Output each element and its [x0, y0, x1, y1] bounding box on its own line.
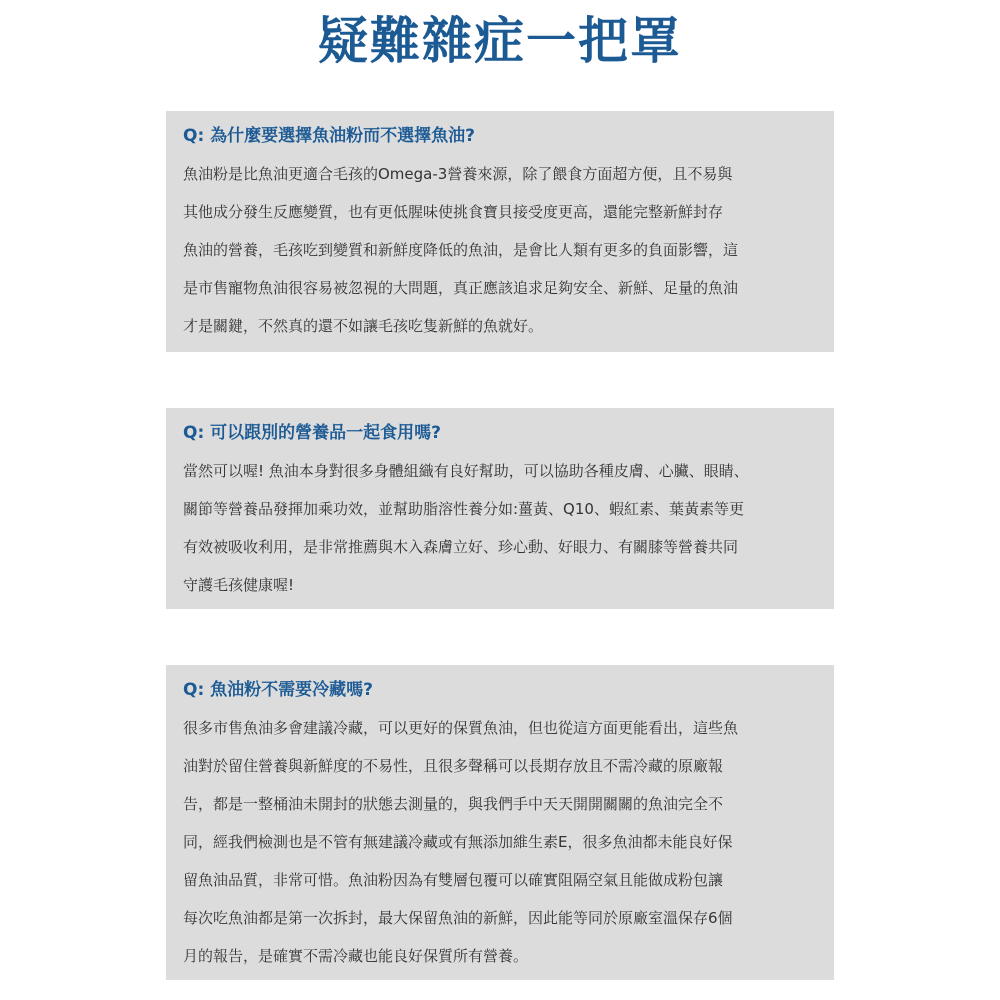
faq-answer-line: 是市售寵物魚油很容易被忽視的大問題，真正應該追求足夠安全、新鮮、足量的魚油 [183, 279, 739, 297]
faq-question: Q: 為什麼要選擇魚油粉而不選擇魚油? [183, 126, 476, 146]
faq-answer-line: 魚油的營養，毛孩吃到變質和新鮮度降低的魚油，是會比人類有更多的負面影響，這 [183, 241, 739, 259]
faq-question: Q: 魚油粉不需要冷藏嗎? [183, 680, 374, 700]
faq-answer-line: 月的報告，是確實不需冷藏也能良好保質所有營養。 [183, 947, 529, 965]
faq-card-refrigeration [166, 665, 834, 980]
faq-answer-line: 每次吃魚油都是第一次拆封，最大保留魚油的新鮮，因此能等同於原廠室溫保存6個 [183, 909, 733, 927]
faq-question: Q: 可以跟別的營養品一起食用嗎? [183, 423, 442, 443]
faq-card-combine-supplements [166, 408, 834, 609]
faq-answer-line: 告，都是一整桶油未開封的狀態去測量的，與我們手中天天開開關關的魚油完全不 [183, 795, 724, 813]
faq-card-fish-oil-powder-vs-oil [166, 111, 834, 352]
faq-answer [183, 155, 820, 345]
faq-answer-line: 才是關鍵，不然真的還不如讓毛孩吃隻新鮮的魚就好。 [183, 317, 544, 335]
faq-answer-line: 留魚油品質，非常可惜。魚油粉因為有雙層包覆可以確實阻隔空氣且能做成粉包讓 [183, 871, 724, 889]
faq-answer-line: 守護毛孩健康喔! [183, 576, 295, 594]
faq-answer-line: 同，經我們檢測也是不管有無建議冷藏或有無添加維生素E，很多魚油都未能良好保 [183, 833, 733, 851]
faq-answer [183, 452, 820, 604]
faq-answer-line: 當然可以喔! 魚油本身對很多身體組織有良好幫助，可以協助各種皮膚、心臟、眼睛、 [183, 462, 749, 480]
faq-answer-line: 其他成分發生反應變質，也有更低腥味使挑食寶貝接受度更高，還能完整新鮮封存 [183, 203, 724, 221]
page-title: 疑難雜症一把罩 [318, 12, 682, 70]
faq-answer-line: 魚油粉是比魚油更適合毛孩的Omega-3營養來源，除了餵食方面超方便，且不易與 [183, 165, 733, 183]
faq-answer-line: 有效被吸收利用，是非常推薦與木入森膚立好、珍心動、好眼力、有關膝等營養共同 [183, 538, 739, 556]
faq-answer-line: 很多市售魚油多會建議冷藏，可以更好的保質魚油，但也從這方面更能看出，這些魚 [183, 719, 739, 737]
faq-answer [183, 709, 820, 975]
faq-answer-line: 油對於留住營養與新鮮度的不易性，且很多聲稱可以長期存放且不需冷藏的原廠報 [183, 757, 724, 775]
faq-answer-line: 關節等營養品發揮加乘功效，並幫助脂溶性養分如:薑黃、Q10、蝦紅素、葉黃素等更 [183, 500, 744, 518]
